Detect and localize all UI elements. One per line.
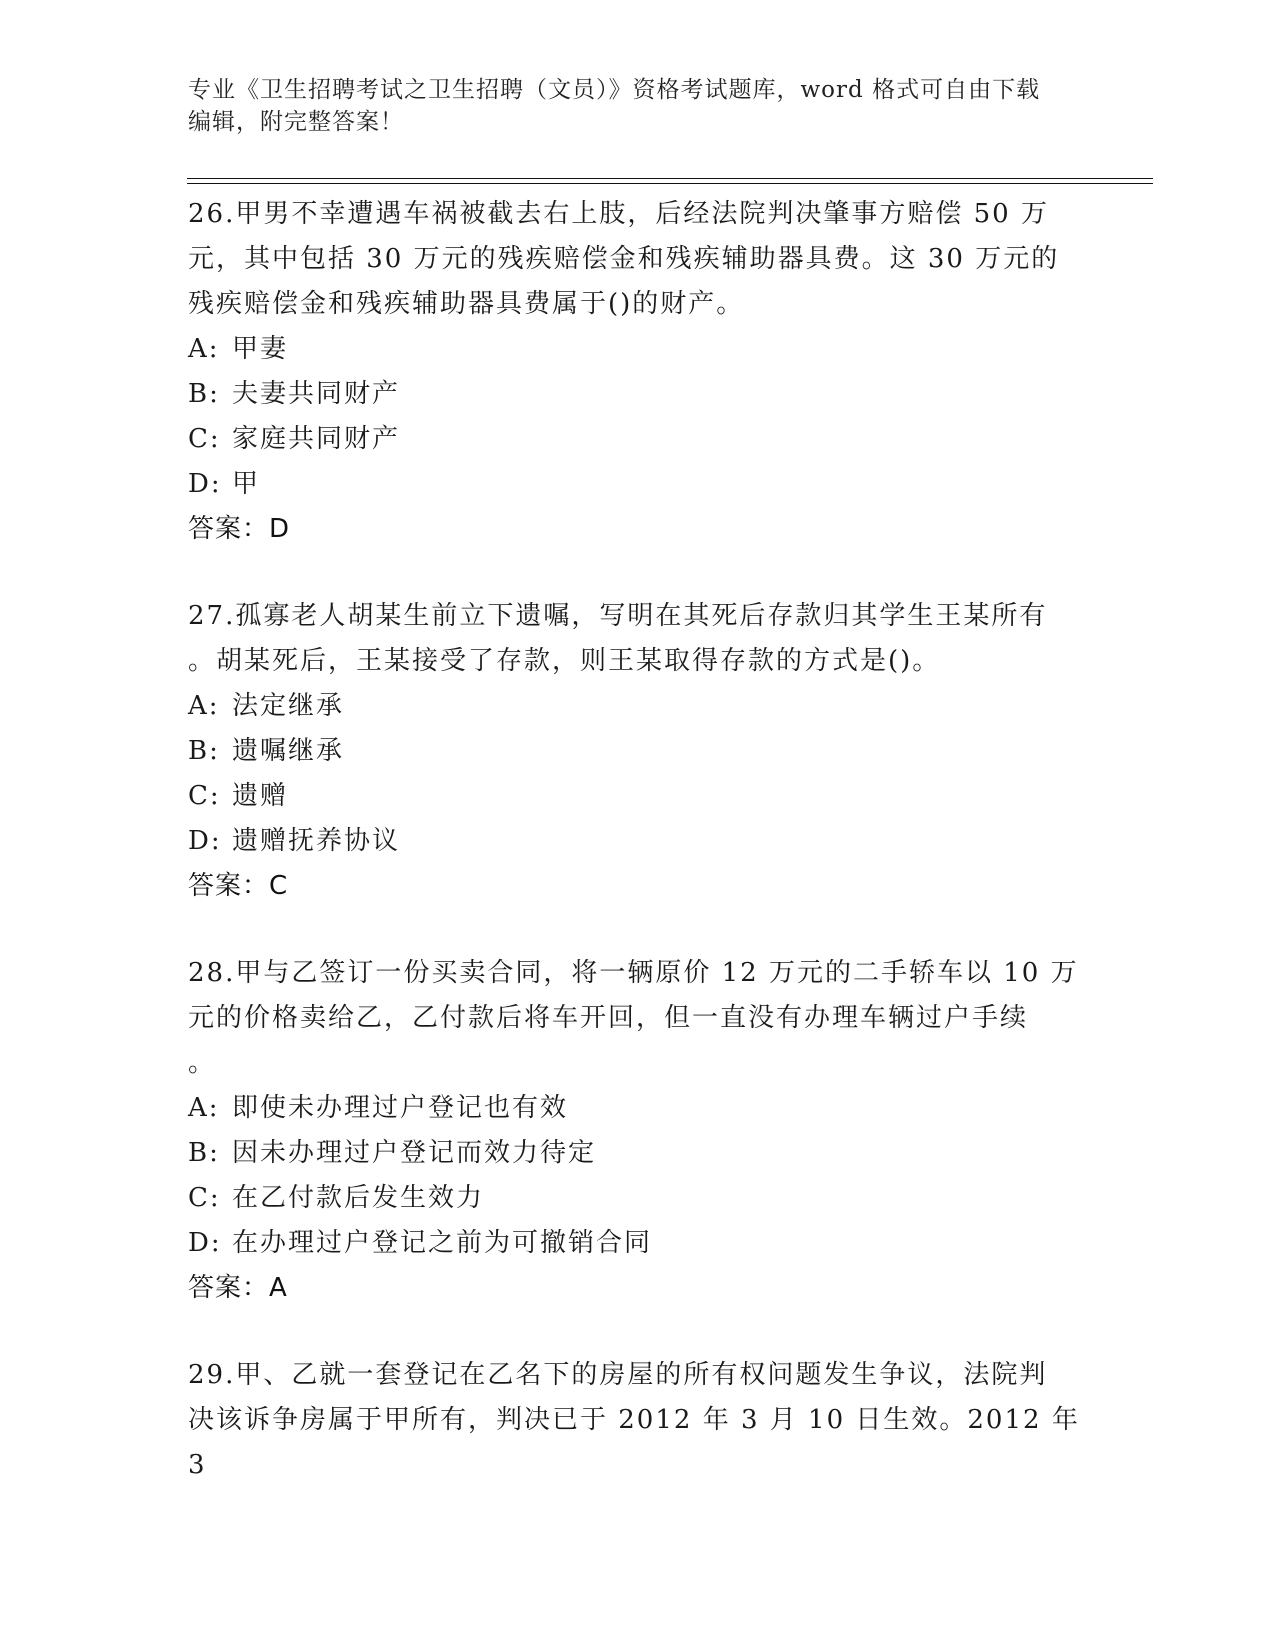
- header-divider-bottom: [187, 183, 1153, 184]
- option-key: B:: [188, 736, 220, 766]
- option-text: 在乙付款后发生效力: [232, 1183, 485, 1213]
- question-text-line: 27.孤寡老人胡某生前立下遗嘱，写明在其死后存款归其学生王某所有: [188, 601, 1048, 631]
- option-text: 家庭共同财产: [232, 424, 401, 454]
- option-text: 遗赠: [232, 781, 289, 811]
- answer-label: 答案：C: [188, 871, 289, 901]
- option-d: [188, 819, 1088, 864]
- question-text-line: 28.甲与乙签订一份买卖合同，将一辆原价 12 万元的二手轿车以 10 万: [188, 958, 1079, 988]
- header-line-2: 编辑，附完整答案！: [188, 109, 404, 135]
- option-text: 因未办理过户登记而效力待定: [232, 1138, 597, 1168]
- option-key: A:: [188, 691, 220, 721]
- option-text: 甲: [232, 469, 261, 499]
- option-text: 即使未办理过户登记也有效: [232, 1093, 569, 1123]
- option-d: [188, 462, 1088, 507]
- question-29: [188, 1353, 1088, 1488]
- option-key: A:: [188, 1093, 220, 1123]
- question-text-line: 决该诉争房属于甲所有，判决已于 2012 年 3 月 10 日生效。2012 年 3: [188, 1405, 1080, 1480]
- option-key: B:: [188, 379, 220, 409]
- question-text-line: 26.甲男不幸遭遇车祸被截去右上肢，后经法院判决肇事方赔偿 50 万: [188, 199, 1049, 229]
- option-key: C:: [188, 781, 221, 811]
- option-text: 遗赠抚养协议: [232, 826, 401, 856]
- header-line-1: 专业《卫生招聘考试之卫生招聘（文员）》资格考试题库，word 格式可自由下载: [188, 77, 1041, 103]
- option-key: D:: [188, 469, 222, 499]
- question-26: [188, 192, 1088, 552]
- option-c: [188, 1176, 1088, 1221]
- option-text: 遗嘱继承: [232, 736, 345, 766]
- question-text-line: 残疾赔偿金和残疾辅助器具费属于()的财产。: [188, 289, 745, 319]
- option-text: 夫妻共同财产: [232, 379, 401, 409]
- question-27: [188, 594, 1088, 909]
- answer-label: 答案：A: [188, 1273, 288, 1303]
- question-list: [188, 192, 1088, 1530]
- option-d: [188, 1221, 1088, 1266]
- option-text: 甲妻: [232, 334, 289, 364]
- option-text: 在办理过户登记之前为可撤销合同: [232, 1228, 653, 1258]
- option-key: A:: [188, 334, 220, 364]
- option-key: C:: [188, 424, 221, 454]
- option-a: [188, 327, 1088, 372]
- option-b: [188, 372, 1088, 417]
- option-a: [188, 1086, 1088, 1131]
- question-text-line: 29.甲、乙就一套登记在乙名下的房屋的所有权问题发生争议，法院判: [188, 1360, 1048, 1390]
- option-c: [188, 417, 1088, 462]
- answer-label: 答案：D: [188, 514, 291, 544]
- option-key: C:: [188, 1183, 221, 1213]
- document-header: [188, 74, 1088, 138]
- question-28: [188, 951, 1088, 1311]
- option-a: [188, 684, 1088, 729]
- header-divider-top: [187, 178, 1153, 179]
- question-text-line: 元的价格卖给乙，乙付款后将车开回，但一直没有办理车辆过户手续: [188, 1003, 1029, 1033]
- option-key: D:: [188, 1228, 222, 1258]
- question-text-line: 元，其中包括 30 万元的残疾赔偿金和残疾辅助器具费。这 30 万元的: [188, 244, 1060, 274]
- option-key: D:: [188, 826, 222, 856]
- question-text-line: 。胡某死后，王某接受了存款，则王某取得存款的方式是()。: [188, 646, 941, 676]
- question-text-line: 。: [188, 1048, 217, 1078]
- option-text: 法定继承: [232, 691, 345, 721]
- option-c: [188, 774, 1088, 819]
- option-key: B:: [188, 1138, 220, 1168]
- option-b: [188, 1131, 1088, 1176]
- option-b: [188, 729, 1088, 774]
